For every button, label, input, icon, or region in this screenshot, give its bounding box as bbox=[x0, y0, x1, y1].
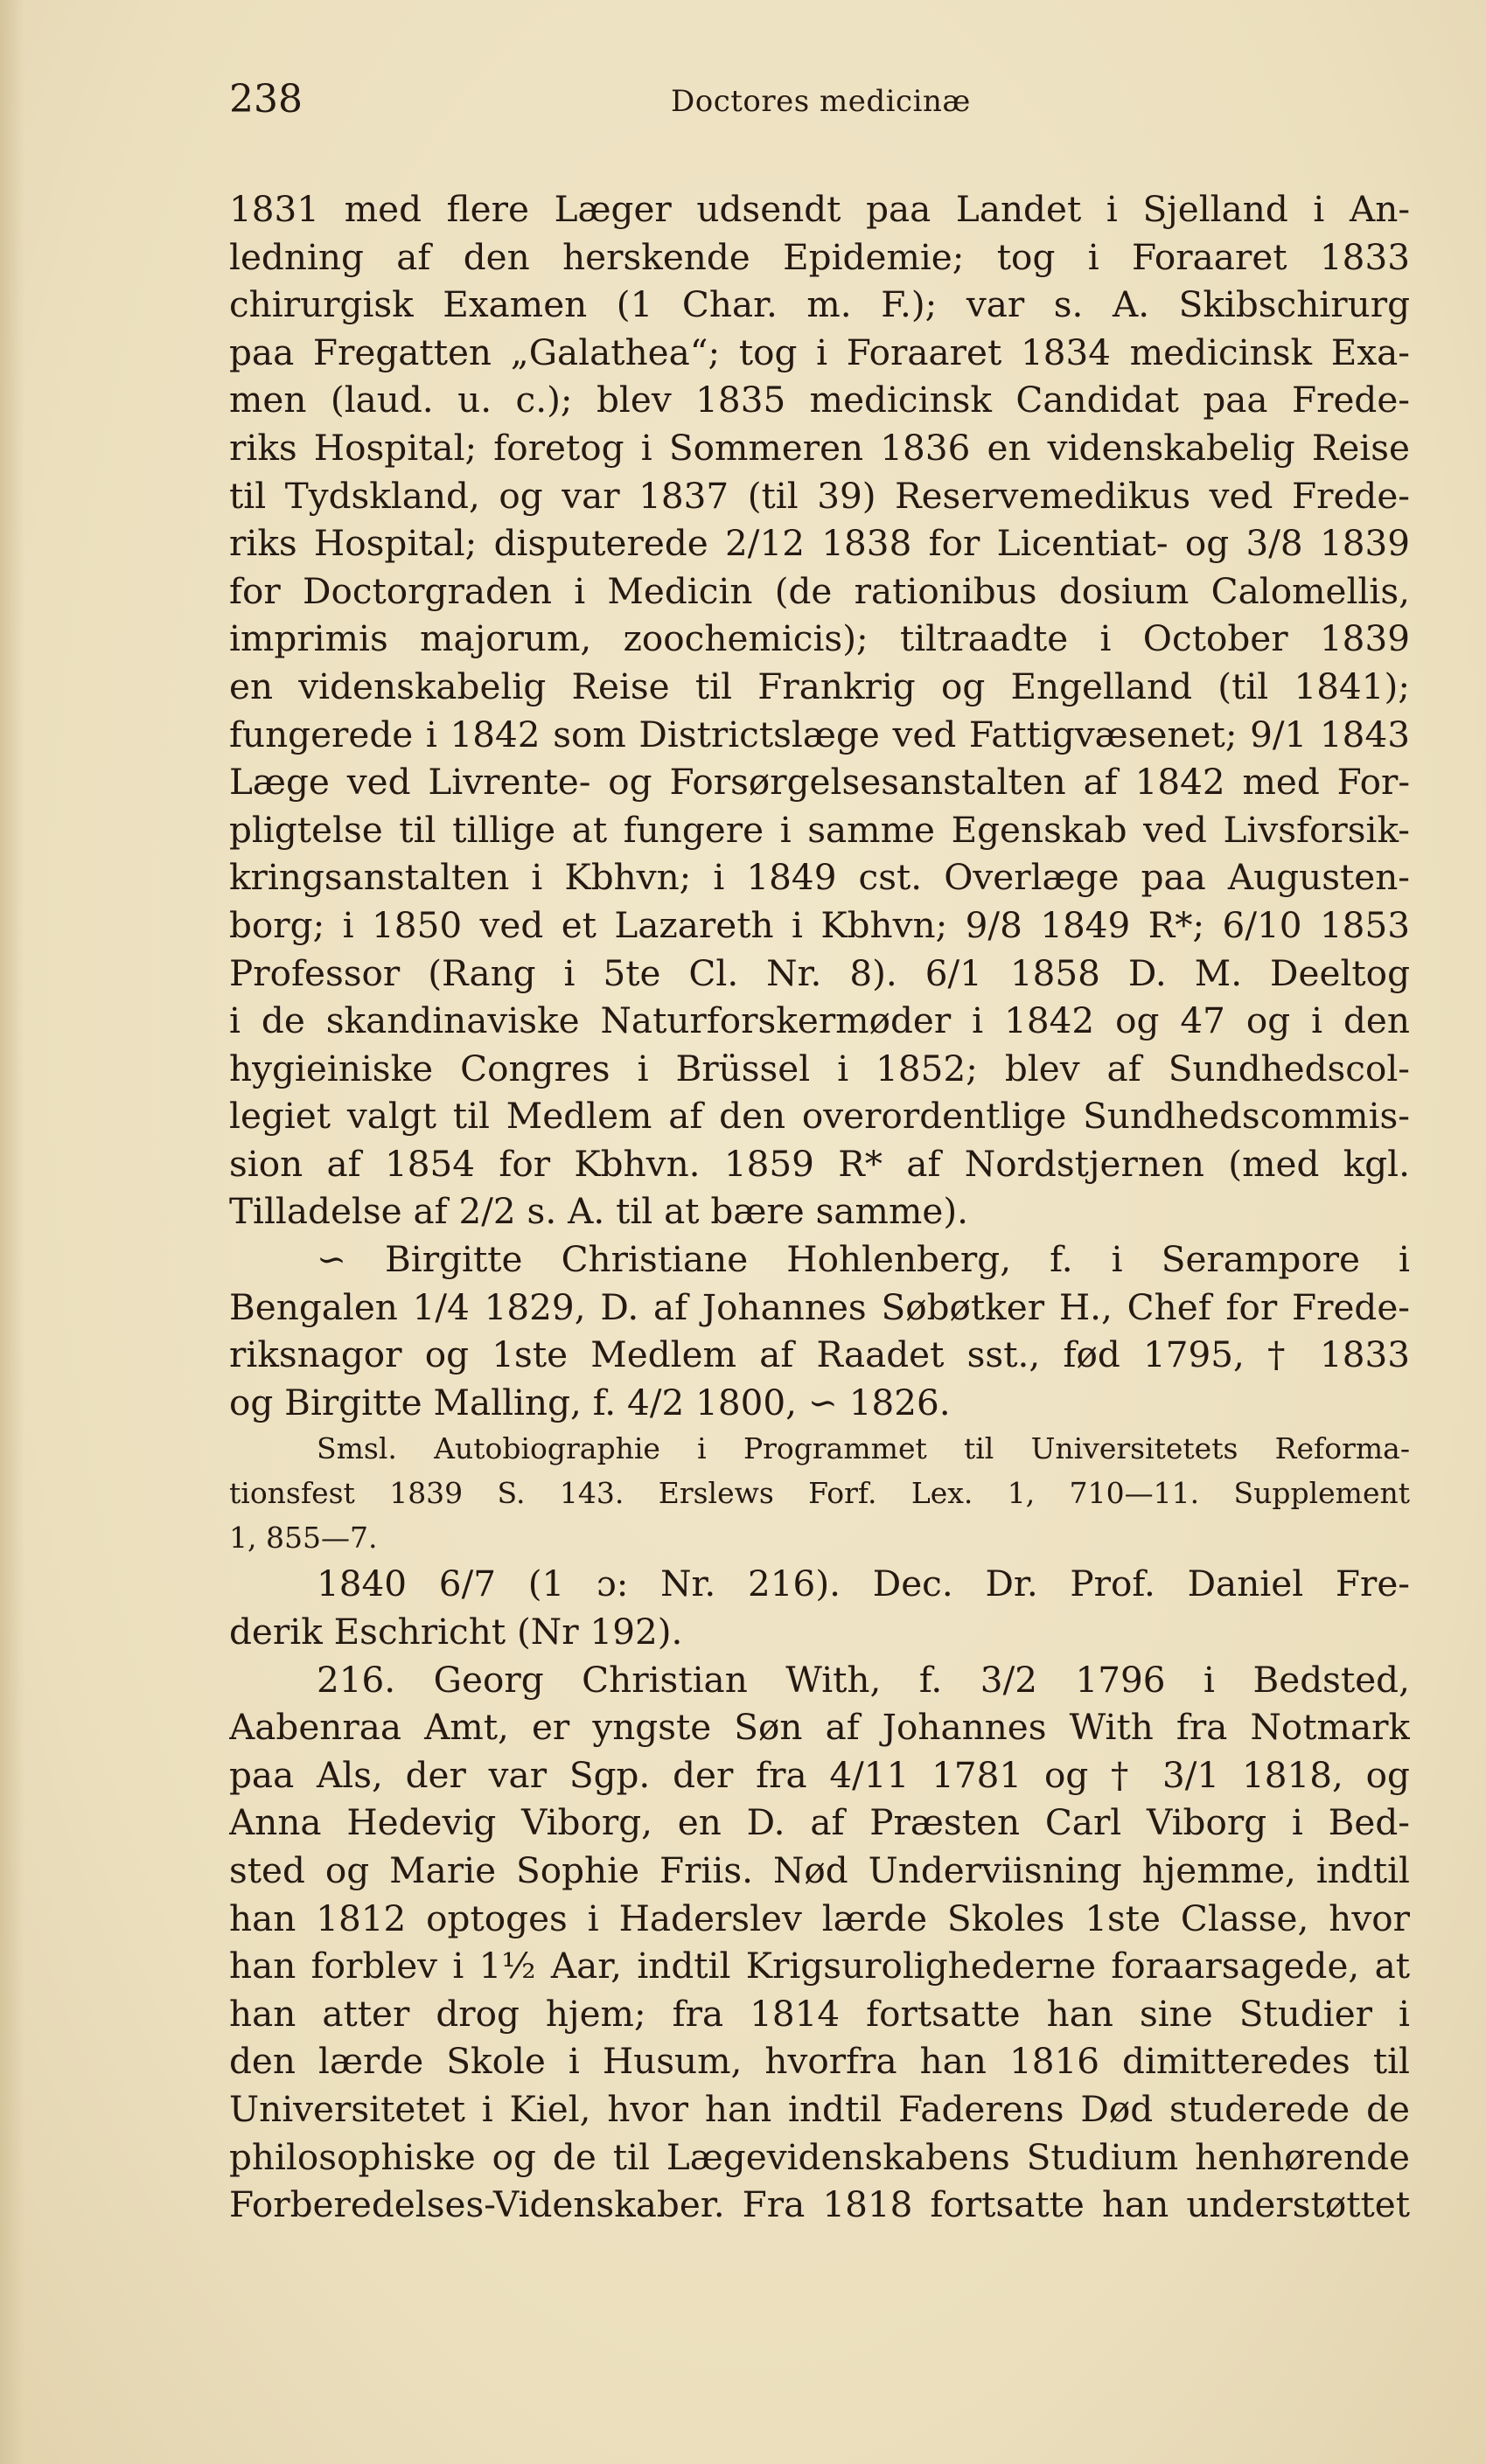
body-text bbox=[229, 185, 1410, 2229]
text-line: til Tydskland, og var 1837 (til 39) Reservemedikus ved Frede- bbox=[229, 474, 1410, 517]
page-number: 238 bbox=[229, 77, 303, 122]
text-line: hygieiniske Congres i Brüssel i 1852; blev af Sundhedscol- bbox=[229, 1047, 1410, 1089]
text-line: han atter drog hjem; fra 1814 fortsatte han sine Studier i bbox=[229, 1992, 1410, 2035]
spine-shadow bbox=[0, 0, 24, 2464]
text-line: tionsfest 1839 S. 143. Erslews Forf. Lex. 1, 710—11. Supplement bbox=[229, 1476, 1410, 1511]
reference-paragraph bbox=[229, 1426, 1410, 1560]
text-line: Professor (Rang i 5te Cl. Nr. 8). 6/1 1858 D. M. Deeltog bbox=[229, 951, 1410, 994]
text-line: philosophiske og de til Lægevidenskabens Studium henhørende bbox=[229, 2135, 1410, 2178]
text-line: han 1812 optoges i Haderslev lærde Skoles 1ste Classe, hvor bbox=[229, 1897, 1410, 1939]
text-line: en videnskabelig Reise til Frankrig og Engelland (til 1841); bbox=[229, 665, 1410, 707]
text-line: Læge ved Livrente- og Forsørgelsesanstalten af 1842 med For- bbox=[229, 761, 1410, 804]
text-line: 1831 med flere Læger udsendt paa Landet i Sjelland i An- bbox=[229, 188, 1410, 230]
text-line: riksnagor og 1ste Medlem af Raadet sst., fød 1795, † 1833 bbox=[229, 1333, 1410, 1376]
text-line: kringsanstalten i Kbhvn; i 1849 cst. Overlæge paa Augusten- bbox=[229, 856, 1410, 899]
text-line: Tilladelse af 2/2 s. A. til at bære samme). bbox=[229, 1190, 969, 1233]
page-header bbox=[229, 73, 1410, 126]
text-line: ledning af den herskende Epidemie; tog i Foraaret 1833 bbox=[229, 235, 1410, 278]
text-line: ∽ Birgitte Christiane Hohlenberg, f. i Serampore i bbox=[317, 1238, 1410, 1281]
text-line: pligtelse til tillige at fungere i samme Egenskab ved Livsforsik- bbox=[229, 808, 1410, 851]
text-line: riks Hospital; disputerede 2/12 1838 for Licentiat- og 3/8 1839 bbox=[229, 522, 1410, 565]
text-line: Anna Hedevig Viborg, en D. af Præsten Carl Viborg i Bed- bbox=[229, 1801, 1410, 1844]
text-line: Smsl. Autobiographie i Programmet til Universitetets Reforma- bbox=[317, 1431, 1410, 1466]
text-line: borg; i 1850 ved et Lazareth i Kbhvn; 9/8 1849 R*; 6/10 1853 bbox=[229, 903, 1410, 946]
text-line: 1840 6/7 (1 ɔ: Nr. 216). Dec. Dr. Prof. Daniel Fre- bbox=[317, 1563, 1410, 1605]
text-line: chirurgisk Examen (1 Char. m. F.); var s. A. Skibschirurg bbox=[229, 283, 1410, 326]
text-line: paa Fregatten „Galathea“; tog i Foraaret 1834 medicinsk Exa- bbox=[229, 331, 1410, 373]
text-line: Universitetet i Kiel, hvor han indtil Faderens Død studerede de bbox=[229, 2087, 1410, 2130]
text-line: Forberedelses-Videnskaber. Fra 1818 fortsatte han understøttet bbox=[229, 2183, 1410, 2226]
text-line: 216. Georg Christian With, f. 3/2 1796 i Bedsted, bbox=[317, 1658, 1410, 1701]
running-head: Doctores medicinæ bbox=[671, 84, 971, 119]
text-line: men (laud. u. c.); blev 1835 medicinsk Candidat paa Frede- bbox=[229, 379, 1410, 421]
text-line: sted og Marie Sophie Friis. Nød Underviisning hjemme, indtil bbox=[229, 1849, 1410, 1891]
text-line: sion af 1854 for Kbhvn. 1859 R* af Nordstjernen (med kgl. bbox=[229, 1142, 1410, 1185]
text-line: imprimis majorum, zoochemicis); tiltraadte i October 1839 bbox=[229, 617, 1410, 660]
text-line: fungerede i 1842 som Districtslæge ved Fattigvæsenet; 9/1 1843 bbox=[229, 713, 1410, 755]
text-line: Bengalen 1/4 1829, D. af Johannes Søbøtker H., Chef for Frede- bbox=[229, 1285, 1410, 1328]
marriage-paragraph bbox=[229, 1235, 1410, 1426]
entry-216-paragraph bbox=[229, 1656, 1410, 2229]
text-line: i de skandinaviske Naturforskermøder i 1842 og 47 og i den bbox=[229, 999, 1410, 1042]
text-line: legiet valgt til Medlem af den overordentlige Sundhedscommis- bbox=[229, 1095, 1410, 1138]
text-line: og Birgitte Malling, f. 4/2 1800, ∽ 1826. bbox=[229, 1381, 951, 1423]
text-line: paa Als, der var Sgp. der fra 4/11 1781 og † 3/1 1818, og bbox=[229, 1753, 1410, 1796]
text-line: for Doctorgraden i Medicin (de rationibus dosium Calomellis, bbox=[229, 569, 1410, 612]
text-line: derik Eschricht (Nr 192). bbox=[229, 1611, 683, 1653]
biography-paragraph bbox=[229, 185, 1410, 1235]
text-line: 1, 855—7. bbox=[229, 1521, 378, 1556]
text-line: den lærde Skole i Husum, hvorfra han 1816 dimitteredes til bbox=[229, 2040, 1410, 2083]
text-line: riks Hospital; foretog i Sommeren 1836 en videnskabelig Reise bbox=[229, 426, 1410, 469]
text-line: Aabenraa Amt, er yngste Søn af Johannes With fra Notmark bbox=[229, 1706, 1410, 1749]
year-heading-paragraph bbox=[229, 1560, 1410, 1655]
text-line: han forblev i 1½ Aar, indtil Krigsurolighederne foraarsagede, at bbox=[229, 1945, 1410, 1987]
